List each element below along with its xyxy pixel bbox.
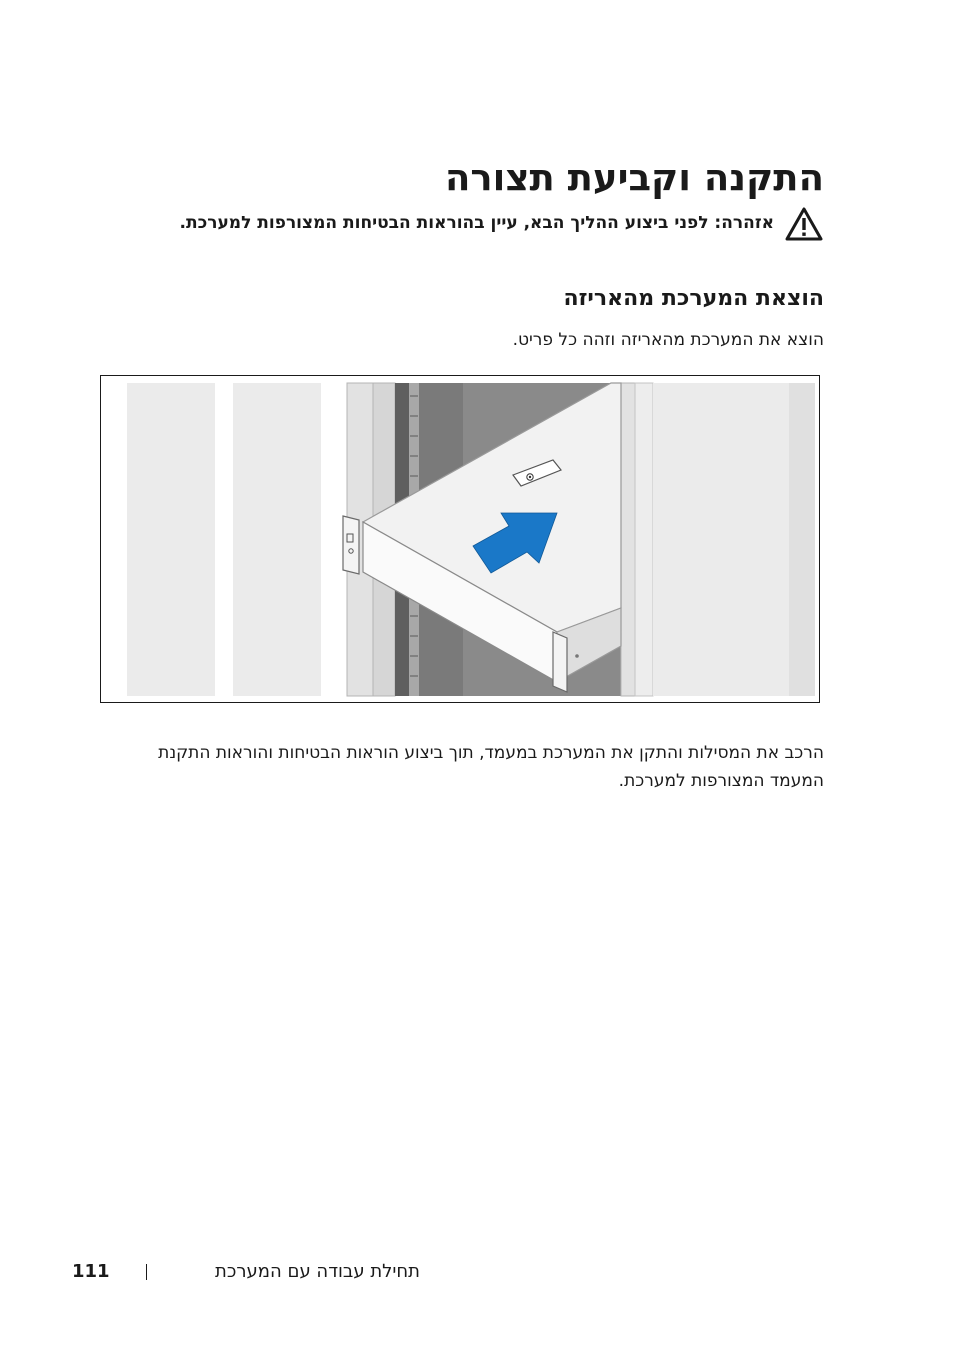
page-number: 111	[72, 1261, 110, 1282]
rack-install-paragraph: הרכב את המסילות והתקן את המערכת במעמד, תוך ביצוע הוראות הבטיחות והוראות התקנת המעמד המצורפות למערכת.	[158, 743, 824, 791]
rack-post-right	[621, 383, 635, 696]
warning-notice	[124, 206, 824, 266]
warning-triangle-icon	[784, 206, 824, 242]
footer-divider	[146, 1264, 147, 1280]
rack-panel-right	[653, 383, 789, 696]
section-heading: הוצאת המערכת מהאריזה	[563, 286, 824, 311]
rack-install-figure	[100, 375, 820, 703]
footer-title: תחילת עבודה עם המערכת	[215, 1261, 420, 1282]
rack-panel-left-2	[233, 383, 321, 696]
unpack-paragraph: הוצא את המערכת מהאריזה וזהה כל פריט.	[512, 330, 824, 350]
rack-panel-left-1	[127, 383, 215, 696]
rack-ear-right	[553, 632, 567, 692]
page-title: התקנה וקביעת תצורה	[444, 156, 824, 199]
server-rack-install-illustration	[101, 376, 819, 702]
rack-ear-left	[343, 516, 359, 574]
warning-text: אזהרה: לפני ביצוע ההליך הבא, עיין בהוראות הבטיחות המצורפות למערכת.	[179, 213, 774, 233]
